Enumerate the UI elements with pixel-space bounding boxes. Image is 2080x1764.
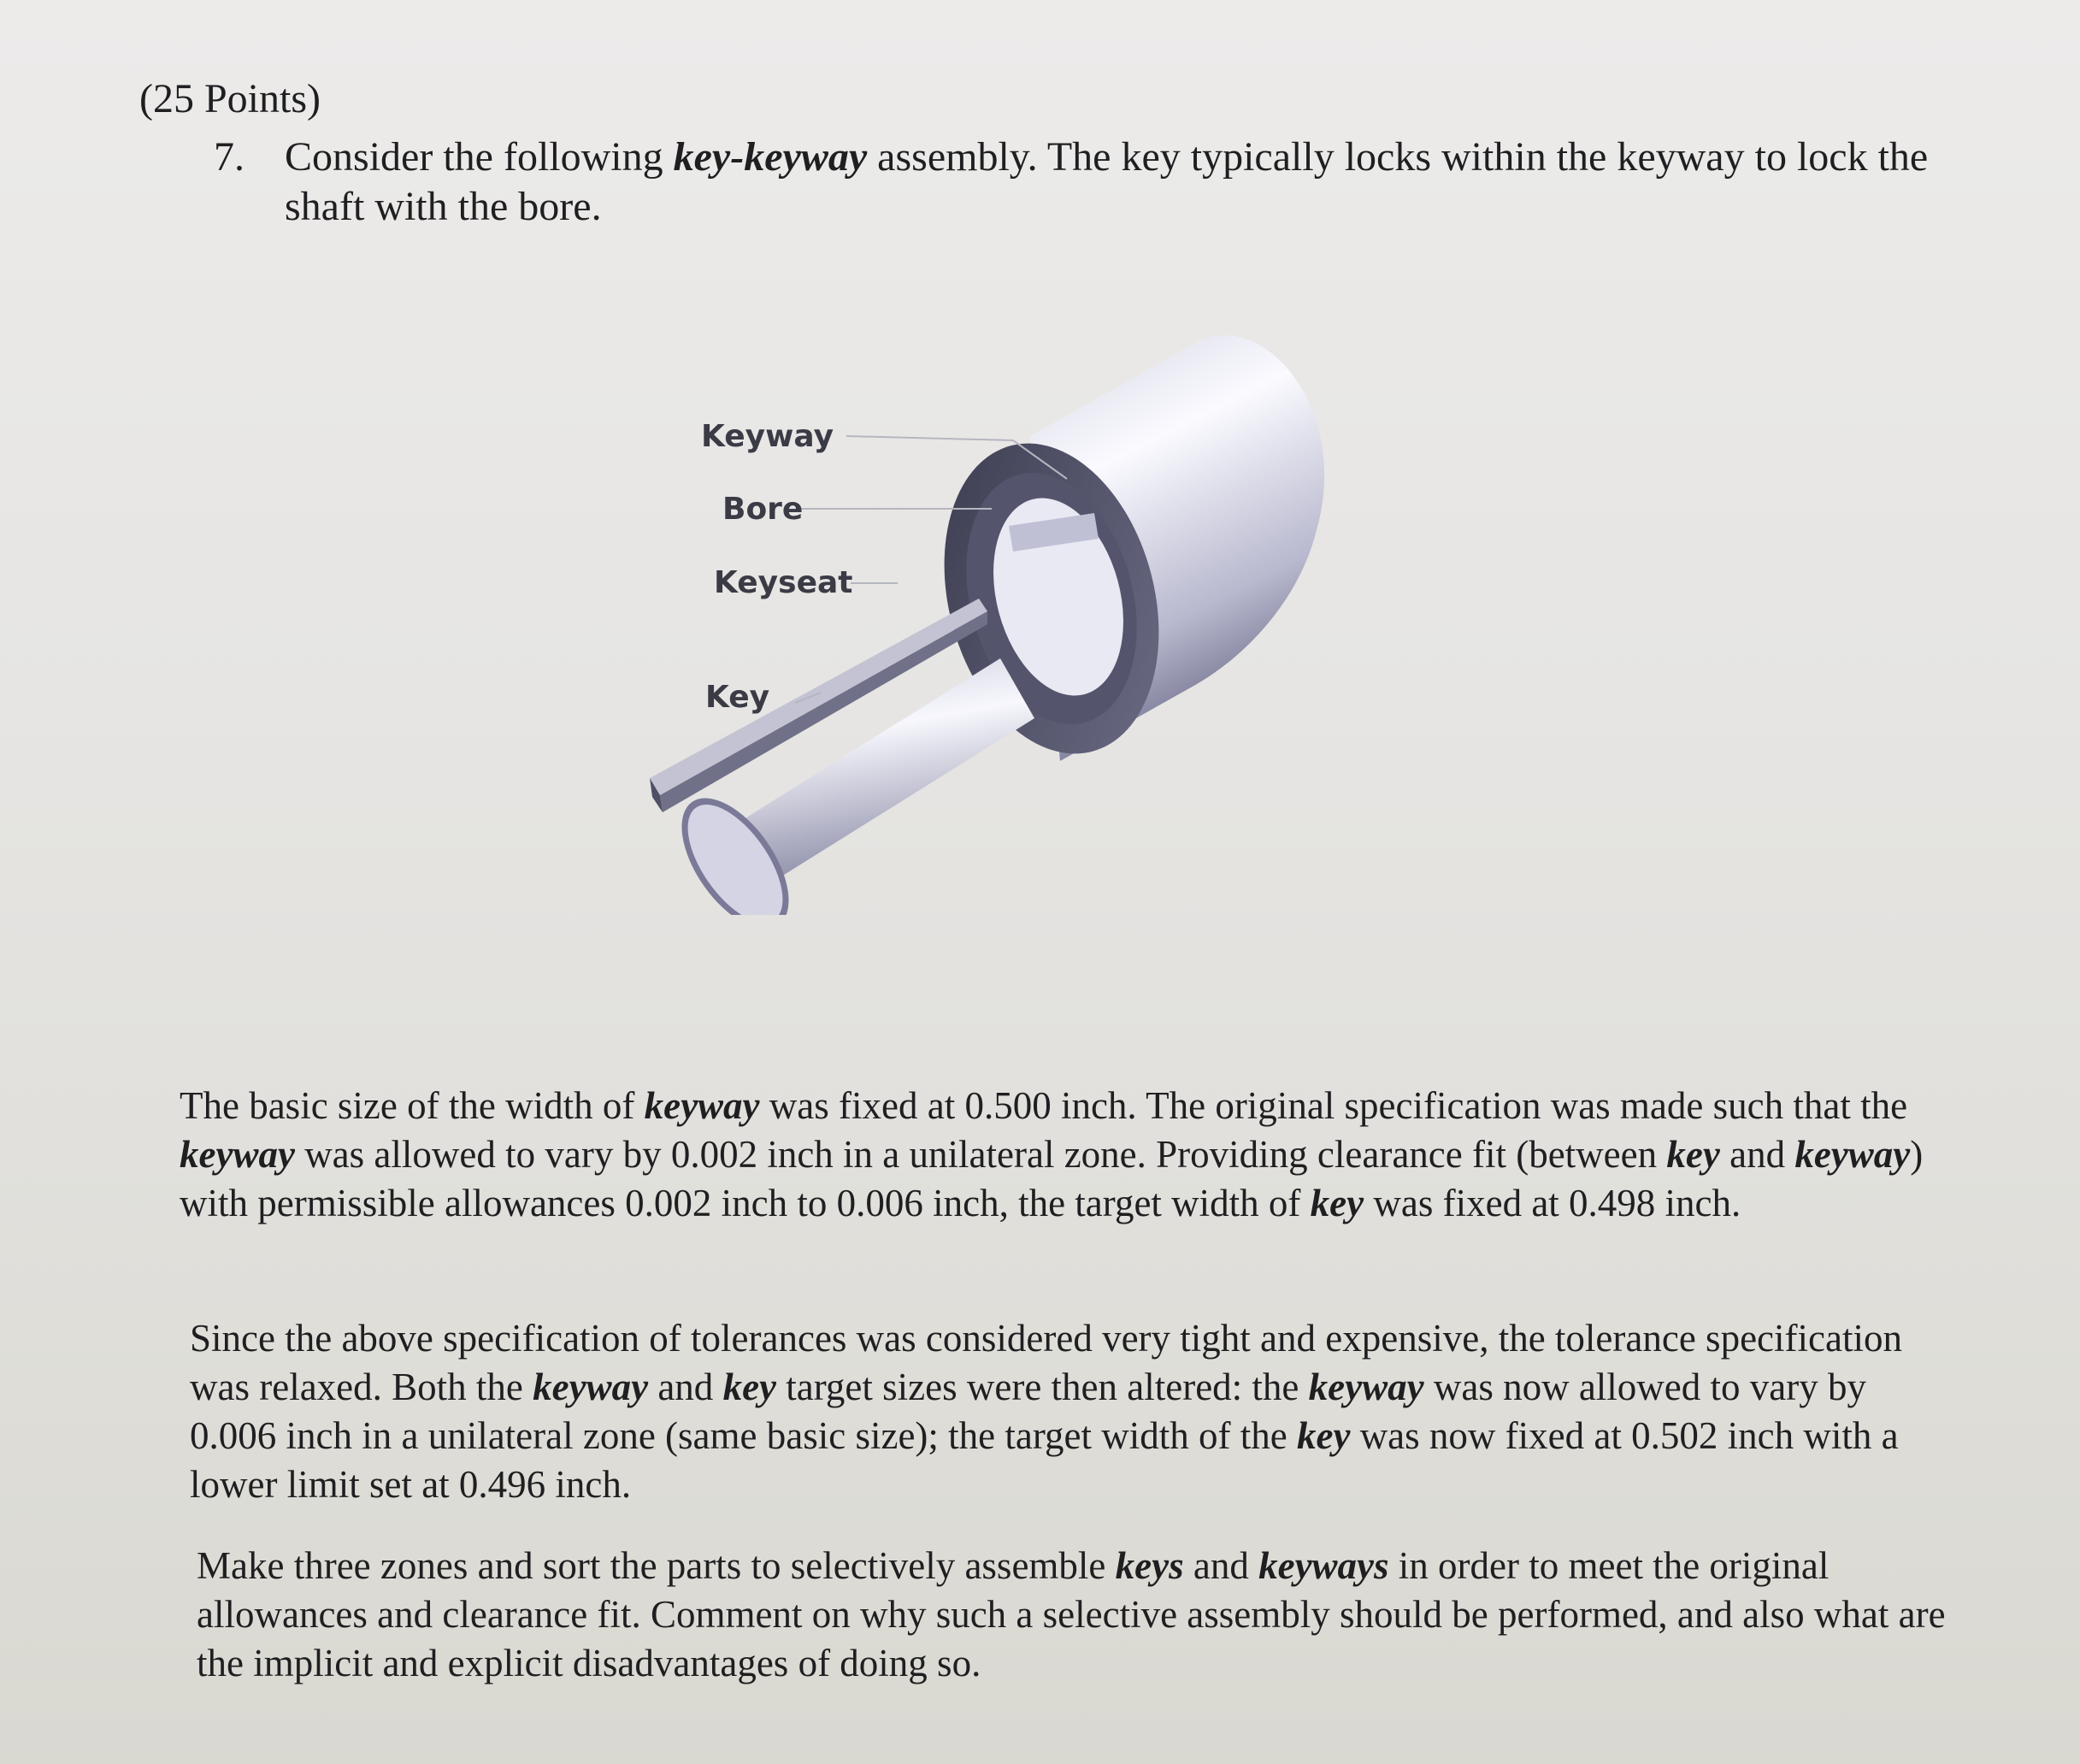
emphasized-term: keys (1115, 1544, 1184, 1587)
paragraph-text: and (1183, 1544, 1259, 1587)
paragraph-text: The basic size of the width of (180, 1084, 645, 1127)
paragraph-2 (190, 1314, 1951, 1509)
paragraph-text: in order to meet the original allowances and clearance fit. Comment on why such a selective assembly should be performed, and also what are the implicit and explicit disadvantages of doing so. (197, 1544, 1946, 1684)
emphasized-term: keyway (180, 1133, 295, 1176)
question-text-part: Consider the following (285, 134, 674, 180)
emphasized-term: keyway (533, 1366, 649, 1408)
paragraph-text: was now fixed at 0.502 inch with a lower limit set at 0.496 inch. (190, 1414, 1899, 1506)
paragraph-text: and (648, 1366, 723, 1408)
question-number: 7. (214, 134, 245, 180)
label-keyseat: Keyseat (714, 565, 853, 600)
paragraph-text: was fixed at 0.498 inch. (1364, 1182, 1741, 1224)
paragraph-text: target sizes were then altered: the (776, 1366, 1309, 1408)
label-bore: Bore (722, 492, 804, 527)
paragraph-text: Make three zones and sort the parts to selectively assemble (197, 1544, 1116, 1587)
emphasized-term: key (722, 1366, 777, 1408)
paragraph-text: was now allowed to vary by 0.006 inch in a unilateral zone (same basic size); the target width of the (190, 1366, 1866, 1457)
question-text (285, 133, 1960, 232)
emphasized-term: keyways (1258, 1544, 1389, 1587)
points-label: (25 Points) (139, 76, 321, 121)
paragraph-text: was allowed to vary by 0.002 inch in a unilateral zone. Providing clearance fit (between (294, 1133, 1667, 1176)
key-keyway-assembly-figure (650, 316, 1513, 915)
paragraph-text: was fixed at 0.500 inch. The original specification was made such that the (759, 1084, 1908, 1127)
question-text-part: assembly. The key typically locks within the keyway to lock the shaft with the bore. (285, 134, 1929, 229)
label-key: Key (705, 680, 770, 715)
emphasized-term: key (1296, 1414, 1351, 1457)
emphasized-term: keyway (1308, 1366, 1424, 1408)
question-term: key-keyway (673, 134, 868, 180)
paragraph-text: and (1719, 1133, 1795, 1176)
emphasized-term: key (1310, 1182, 1364, 1224)
emphasized-term: key (1666, 1133, 1720, 1176)
paragraph-text: Since the above specification of tolerances was considered very tight and expensive, the tolerance specification was relaxed. Both the (190, 1317, 1902, 1408)
paragraph-text: ) with permissible allowances 0.002 inch to 0.006 inch, the target width of (180, 1133, 1924, 1224)
label-keyway: Keyway (701, 419, 834, 454)
emphasized-term: keyway (1794, 1133, 1911, 1176)
paragraph-3 (197, 1542, 1958, 1688)
paragraph-1 (180, 1082, 1941, 1228)
emphasized-term: keyway (644, 1084, 760, 1127)
